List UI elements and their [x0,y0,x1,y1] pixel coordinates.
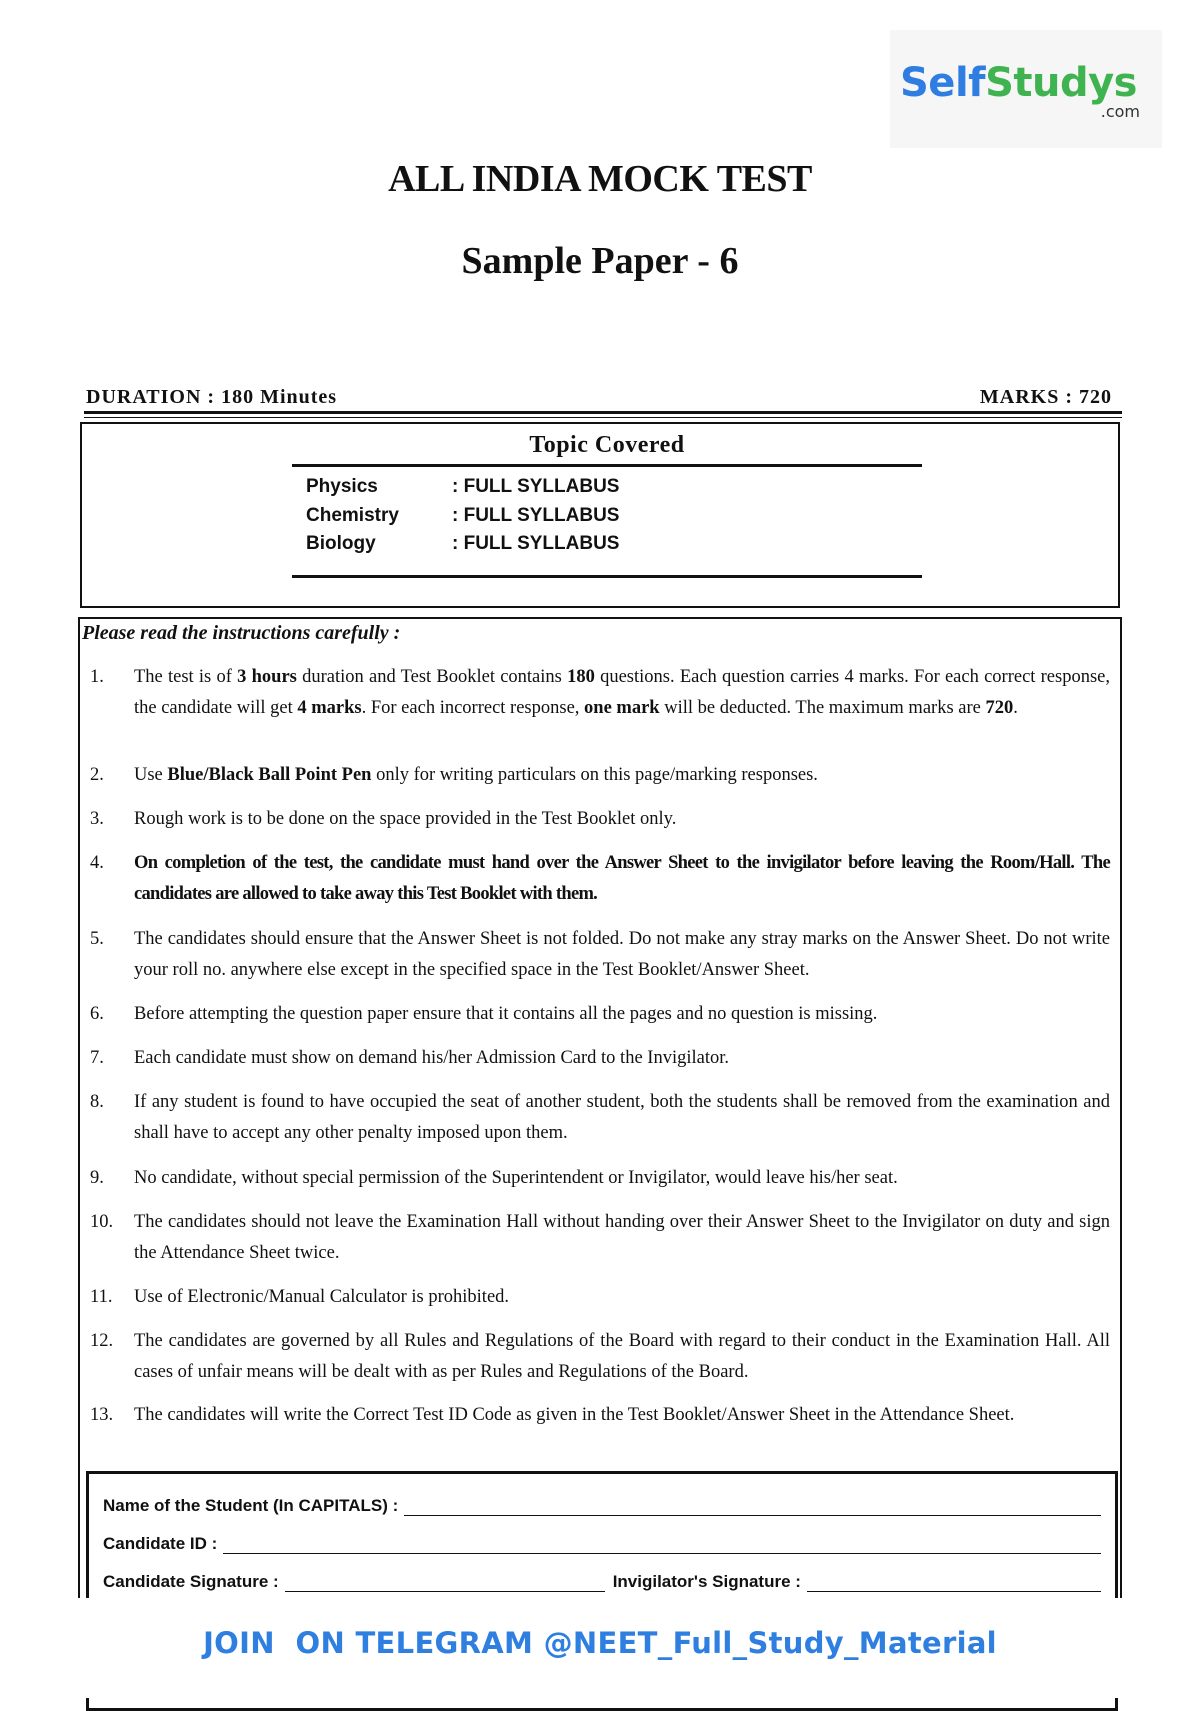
telegram-banner[interactable]: JOIN ON TELEGRAM @NEET_Full_Study_Material [203,1626,997,1660]
bold-text: 4 marks [297,698,362,718]
text-run: Use of Electronic/Manual Calculator is prohibited. [134,1287,510,1307]
text-run: only for writing particulars on this page/marking responses. [371,765,818,785]
text-run: . For each incorrect response, [361,698,585,718]
header-rule-thin [84,417,1122,418]
bold-text: one mark [584,698,660,718]
instruction-text [134,1087,1110,1149]
instruction-text [134,999,1110,1030]
instructions-heading: Please read the instructions carefully : [82,622,401,644]
instruction-text [134,1400,1110,1431]
topic-subject: Physics [306,476,378,497]
text-run: The candidates should not leave the Examination Hall without handing over their Answer Sheet to the Invigilator on duty and sign the Attendance Sheet twice. [134,1212,1110,1263]
bold-text: 180 [567,667,595,687]
text-run: Each candidate must show on demand his/her Admission Card to the Invigilator. [134,1048,729,1068]
duration-label: DURATION : 180 Minutes [86,386,338,408]
candidate-signature-line[interactable] [285,1571,605,1592]
topic-row [306,505,619,534]
logo-wordmark: SelfStudys [900,60,1137,106]
text-run: Rough work is to be done on the space provided in the Test Booklet only. [134,809,677,829]
instruction-text [134,1282,1110,1313]
topic-value: : FULL SYLLABUS [452,476,620,497]
marks-label: MARKS : 720 [979,386,1112,408]
text-run: Before attempting the question paper ensure that it contains all the pages and no question is missing. [134,1004,878,1024]
text-run: duration and Test Booklet contains [296,667,568,687]
topic-subject: Biology [306,533,376,554]
text-run: The candidates are governed by all Rules and Regulations of the Board with regard to their conduct in the Examination Hall. All cases of unfair means will be dealt with as per Rules and Regulations of the Board. [134,1331,1110,1382]
topic-value: : FULL SYLLABUS [452,504,620,526]
signature-field[interactable] [103,1566,1101,1592]
instruction-text [134,1326,1110,1388]
text-run: The candidates will write the Correct Test ID Code as given in the Test Booklet/Answer Sheet in the Attendance Sheet. [134,1405,1015,1425]
instruction-text [134,804,1110,835]
text-run: The test is of [134,667,238,687]
topic-list [306,476,619,562]
bold-text: Blue/Black Ball Point Pen [167,765,372,785]
topic-heading: Topic Covered [529,432,685,458]
page-title: ALL INDIA MOCK TEST [388,158,812,200]
instructions-box: Please read the instructions carefully : 1. The test is of 3 hours duration and Test Booklet contains 180 questions. Each question carries 4 marks. For each correct response, the candidate will get 4 marks. For each incorrect response, one mark will be deducted. The maximum marks are 720. 2. Use Blue/Black Ball Point Pen only for writing particulars on this page/marking responses. 3. Rough work is to be done on the space provided in the Test Booklet only. 4. On completion of the test, the candidate must hand over the Answer Sheet to the invigilator before leaving the Room/Hall. The candidates are allowed to take away this Test Booklet with them. 5. The candidates should ensure that the Answer Sheet is not folded. Do not make any stray marks on the Answer Sheet. Do not write your roll no. anywhere else except in the specified space in the Test Booklet/Answer Sheet. 6. Before attempting the question paper ensure that it contains all the pages and no question is missing. 7. Each candidate must show on demand his/her Admission Card to the Invigilator. 8. If any student is found to have occupied the seat of another student, both the students shall be removed from the examination and shall have to accept any other penalty imposed upon them. 9. No candidate, without special permission of the Superintendent or Invigilator, would leave his/her seat. 10. The candidates should not leave the Examination Hall without handing over their Answer Sheet to the Invigilator on duty and sign the Attendance Sheet twice. 11. Use of Electronic/Manual Calculator is prohibited. 12. The candidates are governed by all Rules and Regulations of the Board with regard to their conduct in the Examination Hall. All cases of unfair means will be dealt with as per Rules and Regulations of the Board. 13. The candidates will write the Correct Test ID Code as given in the Test Booklet/Answer Sheet in the Attendance Sheet. [78,617,1122,1698]
invigilator-signature-label: Invigilator's Signature : [612,1572,801,1591]
text-run: will be deducted. The maximum marks are [659,698,986,718]
instruction-text [134,1207,1110,1269]
text-run: . [1013,698,1018,718]
candidate-id-field[interactable] [103,1528,1101,1554]
instruction-text [134,662,1110,724]
topic-subject: Chemistry [306,504,399,526]
text-run: No candidate, without special permission of the Superintendent or Invigilator, would leave his/her seat. [134,1168,898,1188]
student-name-label: Name of the Student (In CAPITALS) : [103,1496,399,1515]
instruction-text [134,1163,1110,1194]
instruction-text [134,924,1110,986]
bold-text: 3 hours [237,667,297,687]
text-run: Use [134,765,168,785]
student-name-field[interactable] [103,1490,1101,1516]
paper-subtitle: Sample Paper - 6 [461,240,739,282]
candidate-id-line[interactable] [223,1533,1101,1554]
topic-row [306,533,619,562]
instruction-text [134,1043,1110,1074]
selfstudys-logo [890,30,1162,148]
topic-row [306,476,619,505]
topic-divider-top [292,464,922,467]
logo-domain: .com [1100,102,1140,121]
bold-text: 720 [985,698,1014,718]
text-run: questions. Each question carries 4 marks. For each correct response, the candidate will get [134,667,1111,718]
instruction-text [134,760,1110,791]
topic-value: : FULL SYLLABUS [452,533,620,554]
student-name-line[interactable] [404,1495,1101,1516]
instruction-text [134,848,1110,910]
invigilator-signature-line[interactable] [807,1571,1101,1592]
text-run: If any student is found to have occupied the seat of another student, both the students shall be removed from the examination and shall have to accept any other penalty imposed upon them. [134,1092,1110,1143]
header-rule [84,411,1122,414]
bold-text: On completion of the test, the candidate must hand over the Answer Sheet to the invigilator before leaving the Room/Hall. The candidates are allowed to take away this Test Booklet with them. [134,853,1110,904]
topic-covered-box [80,422,1120,608]
candidate-id-label: Candidate ID : [103,1534,218,1553]
candidate-signature-label: Candidate Signature : [103,1572,279,1591]
text-run: The candidates should ensure that the Answer Sheet is not folded. Do not make any stray marks on the Answer Sheet. Do not write your roll no. anywhere else except in the specified space in the Test Booklet/Answer Sheet. [134,929,1110,980]
topic-divider-bottom [292,575,922,578]
